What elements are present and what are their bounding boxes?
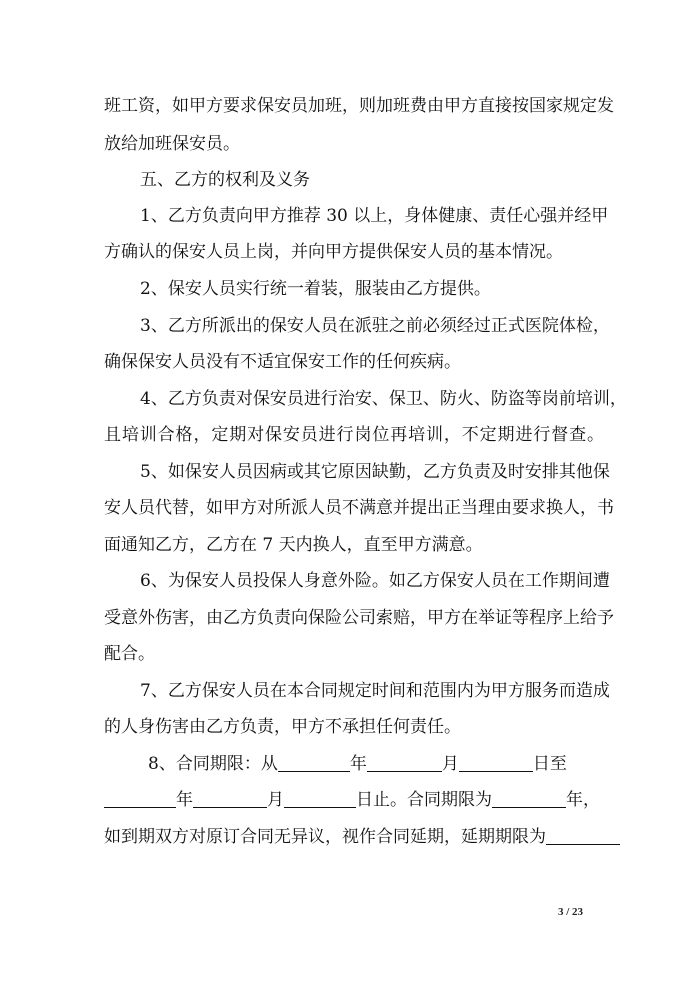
text-line: 面通知乙方，乙方在 7 天内换人，直至甲方满意。 (104, 535, 483, 555)
text-line: 3、乙方所派出的保安人员在派驻之前必须经过正式医院体检， (140, 316, 610, 336)
day-to-label: 日至 (532, 754, 567, 774)
year-label: 年 (176, 790, 193, 810)
text-line: 安人员代替，如甲方对所派人员不满意并提出正当理由要求换人，书 (104, 498, 614, 518)
text-line: 确保保安人员没有不适宜保安工作的任何疾病。 (104, 352, 461, 372)
text-line: 方确认的保安人员上岗，并向甲方提供保安人员的基本情况。 (104, 242, 563, 262)
term-clause-line-3 (104, 825, 604, 849)
start-year-blank[interactable] (278, 753, 350, 772)
section-heading: 五、乙方的权利及义务 (140, 170, 310, 190)
text-line: 5、如保安人员因病或其它原因缺勤，乙方负责及时安排其他保 (140, 462, 610, 482)
text-line: 受意外伤害，由乙方负责向保险公司索赔，甲方在举证等程序上给予 (104, 608, 614, 628)
text-line: 的人身伤害由乙方负责，甲方不承担任何责任。 (104, 717, 461, 737)
end-day-blank[interactable] (284, 789, 356, 808)
renewal-term-blank[interactable] (546, 826, 620, 845)
page-number: 3 / 23 (558, 906, 584, 918)
text-line: 且培训合格，定期对保安员进行岗位再培训，不定期进行督查。 (104, 425, 604, 445)
start-day-blank[interactable] (459, 753, 533, 772)
term-years-blank[interactable] (492, 789, 566, 808)
term-clause-line-1 (148, 752, 604, 776)
start-month-blank[interactable] (367, 753, 442, 772)
end-label: 日止。合同期限为 (356, 790, 492, 810)
text-line: 6、为保安人员投保人身意外险。如乙方保安人员在工作期间遭 (140, 571, 610, 591)
term-clause-line-2 (104, 788, 604, 812)
renewal-text: 如到期双方对原订合同无异议，视作合同延期，延期期限为 (104, 827, 546, 847)
text-line: 2、保安人员实行统一着装，服装由乙方提供。 (140, 279, 491, 299)
end-year-blank[interactable] (104, 789, 176, 808)
term-clause-label: 8、合同期限：从 (148, 754, 278, 774)
text-line: 配合。 (104, 644, 155, 664)
end-month-blank[interactable] (193, 789, 267, 808)
year-comma-label: 年， (566, 790, 600, 810)
text-line: 班工资，如甲方要求保安员加班，则加班费由甲方直接按国家规定发 (104, 96, 614, 116)
month-label: 月 (267, 790, 284, 810)
month-label: 月 (441, 754, 459, 774)
text-line: 4、乙方负责对保安员进行治安、保卫、防火、防盗等岗前培训， (140, 389, 627, 409)
text-line: 放给加班保安员。 (104, 134, 240, 154)
year-label: 年 (349, 754, 367, 774)
text-line: 7、乙方保安人员在本合同规定时间和范围内为甲方服务而造成 (140, 681, 610, 701)
text-line: 1、乙方负责向甲方推荐 30 以上，身体健康、责任心强并经甲 (140, 206, 609, 226)
